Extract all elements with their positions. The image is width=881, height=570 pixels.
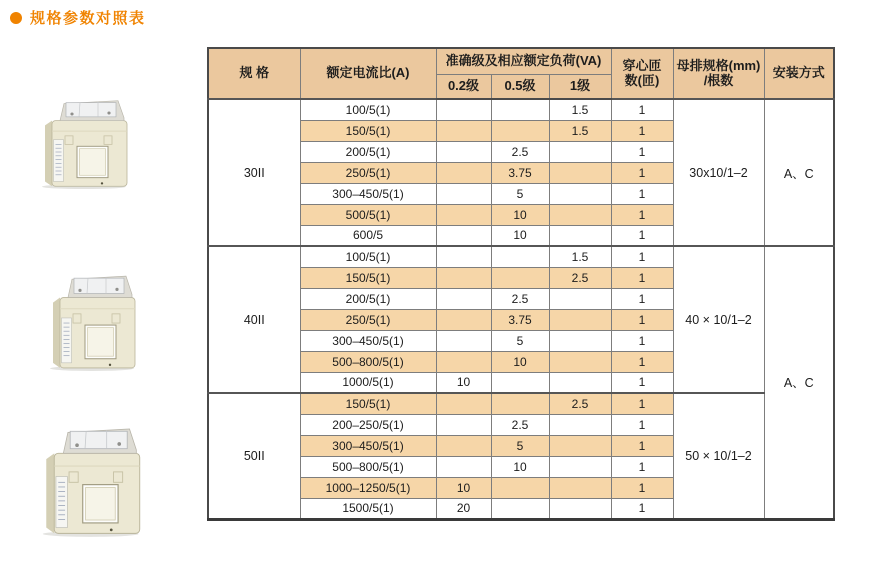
va-0-5-cell: 10	[491, 456, 549, 477]
ratio-cell: 250/5(1)	[300, 309, 436, 330]
va-0-2-cell	[436, 141, 491, 162]
current-transformer-image	[44, 270, 144, 372]
va-0-2-cell	[436, 267, 491, 288]
turns-cell: 1	[611, 288, 673, 309]
va-0-2-cell	[436, 456, 491, 477]
ratio-cell: 600/5	[300, 225, 436, 246]
va-0-5-cell	[491, 120, 549, 141]
turns-cell: 1	[611, 456, 673, 477]
ratio-cell: 100/5(1)	[300, 99, 436, 120]
ratio-cell: 500/5(1)	[300, 204, 436, 225]
ratio-cell: 200/5(1)	[300, 141, 436, 162]
va-1-cell: 1.5	[549, 120, 611, 141]
ratio-cell: 200/5(1)	[300, 288, 436, 309]
va-1-cell	[549, 225, 611, 246]
table-row	[208, 246, 834, 267]
va-0-5-cell	[491, 267, 549, 288]
va-1-cell: 1.5	[549, 99, 611, 120]
va-0-5-cell: 10	[491, 204, 549, 225]
va-1-cell	[549, 477, 611, 498]
header-acc-05: 0.5级	[491, 74, 549, 99]
spec-group-label: 40II	[208, 246, 300, 393]
turns-cell: 1	[611, 225, 673, 246]
busbar-spec-cell: 40 × 10/1–2	[673, 246, 764, 393]
va-0-5-cell: 2.5	[491, 288, 549, 309]
turns-cell: 1	[611, 330, 673, 351]
ratio-cell: 250/5(1)	[300, 162, 436, 183]
ratio-cell: 1000–1250/5(1)	[300, 477, 436, 498]
ratio-cell: 300–450/5(1)	[300, 330, 436, 351]
turns-cell: 1	[611, 435, 673, 456]
va-0-2-cell	[436, 183, 491, 204]
product-photo-40ii	[44, 270, 144, 372]
spec-table-header	[208, 48, 834, 99]
table-row	[208, 393, 834, 414]
va-1-cell: 2.5	[549, 393, 611, 414]
va-1-cell: 1.5	[549, 246, 611, 267]
spec-table	[207, 47, 835, 521]
header-acc-02: 0.2级	[436, 74, 491, 99]
ratio-cell: 200–250/5(1)	[300, 414, 436, 435]
spec-group-label: 50II	[208, 393, 300, 519]
header-busbar	[673, 48, 764, 99]
va-0-2-cell	[436, 414, 491, 435]
va-0-5-cell: 3.75	[491, 309, 549, 330]
install-method-cell: A、C	[764, 246, 834, 519]
va-0-5-cell	[491, 372, 549, 393]
va-0-2-cell	[436, 162, 491, 183]
section-title	[10, 7, 146, 28]
va-0-5-cell	[491, 498, 549, 519]
va-1-cell	[549, 309, 611, 330]
va-0-2-cell	[436, 309, 491, 330]
va-1-cell	[549, 204, 611, 225]
ratio-cell: 300–450/5(1)	[300, 435, 436, 456]
va-0-2-cell: 10	[436, 477, 491, 498]
va-0-2-cell	[436, 330, 491, 351]
va-0-2-cell	[436, 351, 491, 372]
va-0-5-cell: 2.5	[491, 141, 549, 162]
ratio-cell: 1000/5(1)	[300, 372, 436, 393]
current-transformer-image	[36, 422, 150, 538]
va-0-5-cell: 5	[491, 330, 549, 351]
header-install: 安装方式	[764, 48, 834, 99]
busbar-spec-cell: 50 × 10/1–2	[673, 393, 764, 519]
va-0-2-cell	[436, 393, 491, 414]
current-transformer-image	[36, 95, 136, 190]
va-0-2-cell	[436, 225, 491, 246]
turns-cell: 1	[611, 204, 673, 225]
header-busbar-line1: 母排规格(mm)	[676, 57, 761, 73]
turns-cell: 1	[611, 246, 673, 267]
product-photo-50ii	[36, 422, 150, 538]
va-1-cell	[549, 330, 611, 351]
turns-cell: 1	[611, 99, 673, 120]
busbar-spec-cell: 30x10/1–2	[673, 99, 764, 246]
turns-cell: 1	[611, 309, 673, 330]
va-1-cell: 2.5	[549, 267, 611, 288]
turns-cell: 1	[611, 120, 673, 141]
page-title: 规格参数对照表	[30, 10, 146, 27]
va-1-cell	[549, 372, 611, 393]
turns-cell: 1	[611, 477, 673, 498]
va-1-cell	[549, 141, 611, 162]
va-1-cell	[549, 435, 611, 456]
va-1-cell	[549, 498, 611, 519]
header-turns	[611, 48, 673, 99]
va-0-5-cell	[491, 393, 549, 414]
va-0-2-cell	[436, 204, 491, 225]
va-0-5-cell	[491, 246, 549, 267]
header-ratio: 额定电流比(A)	[300, 48, 436, 99]
va-0-5-cell: 5	[491, 435, 549, 456]
va-0-2-cell	[436, 120, 491, 141]
ratio-cell: 150/5(1)	[300, 393, 436, 414]
header-turns-line1: 穿心匝	[622, 57, 662, 73]
va-0-5-cell: 10	[491, 225, 549, 246]
va-0-5-cell	[491, 477, 549, 498]
va-0-5-cell: 5	[491, 183, 549, 204]
ratio-cell: 1500/5(1)	[300, 498, 436, 519]
va-0-5-cell: 2.5	[491, 414, 549, 435]
va-1-cell	[549, 414, 611, 435]
va-1-cell	[549, 351, 611, 372]
va-0-5-cell	[491, 99, 549, 120]
turns-cell: 1	[611, 162, 673, 183]
va-0-2-cell	[436, 246, 491, 267]
header-acc-1: 1级	[549, 74, 611, 99]
va-0-5-cell: 3.75	[491, 162, 549, 183]
va-1-cell	[549, 183, 611, 204]
ratio-cell: 150/5(1)	[300, 267, 436, 288]
header-turns-line2: 数(匝)	[624, 72, 660, 88]
ratio-cell: 300–450/5(1)	[300, 183, 436, 204]
spec-group-label: 30II	[208, 99, 300, 246]
ratio-cell: 100/5(1)	[300, 246, 436, 267]
turns-cell: 1	[611, 351, 673, 372]
ratio-cell: 500–800/5(1)	[300, 351, 436, 372]
ratio-cell: 500–800/5(1)	[300, 456, 436, 477]
va-0-2-cell: 20	[436, 498, 491, 519]
turns-cell: 1	[611, 414, 673, 435]
header-spec: 规 格	[208, 48, 300, 99]
product-photo-30ii	[36, 95, 136, 190]
header-accuracy-group: 准确级及相应额定负荷(VA)	[436, 48, 611, 74]
turns-cell: 1	[611, 141, 673, 162]
ratio-cell: 150/5(1)	[300, 120, 436, 141]
turns-cell: 1	[611, 183, 673, 204]
spec-table-body	[208, 99, 834, 519]
turns-cell: 1	[611, 267, 673, 288]
turns-cell: 1	[611, 393, 673, 414]
install-method-cell: A、C	[764, 99, 834, 246]
va-1-cell	[549, 456, 611, 477]
va-0-2-cell	[436, 99, 491, 120]
header-busbar-line2: /根数	[703, 72, 734, 88]
va-1-cell	[549, 288, 611, 309]
va-0-2-cell	[436, 288, 491, 309]
turns-cell: 1	[611, 372, 673, 393]
va-0-2-cell	[436, 435, 491, 456]
table-row	[208, 99, 834, 120]
va-0-2-cell: 10	[436, 372, 491, 393]
va-1-cell	[549, 162, 611, 183]
turns-cell: 1	[611, 498, 673, 519]
va-0-5-cell: 10	[491, 351, 549, 372]
orange-bullet-icon	[10, 12, 22, 24]
